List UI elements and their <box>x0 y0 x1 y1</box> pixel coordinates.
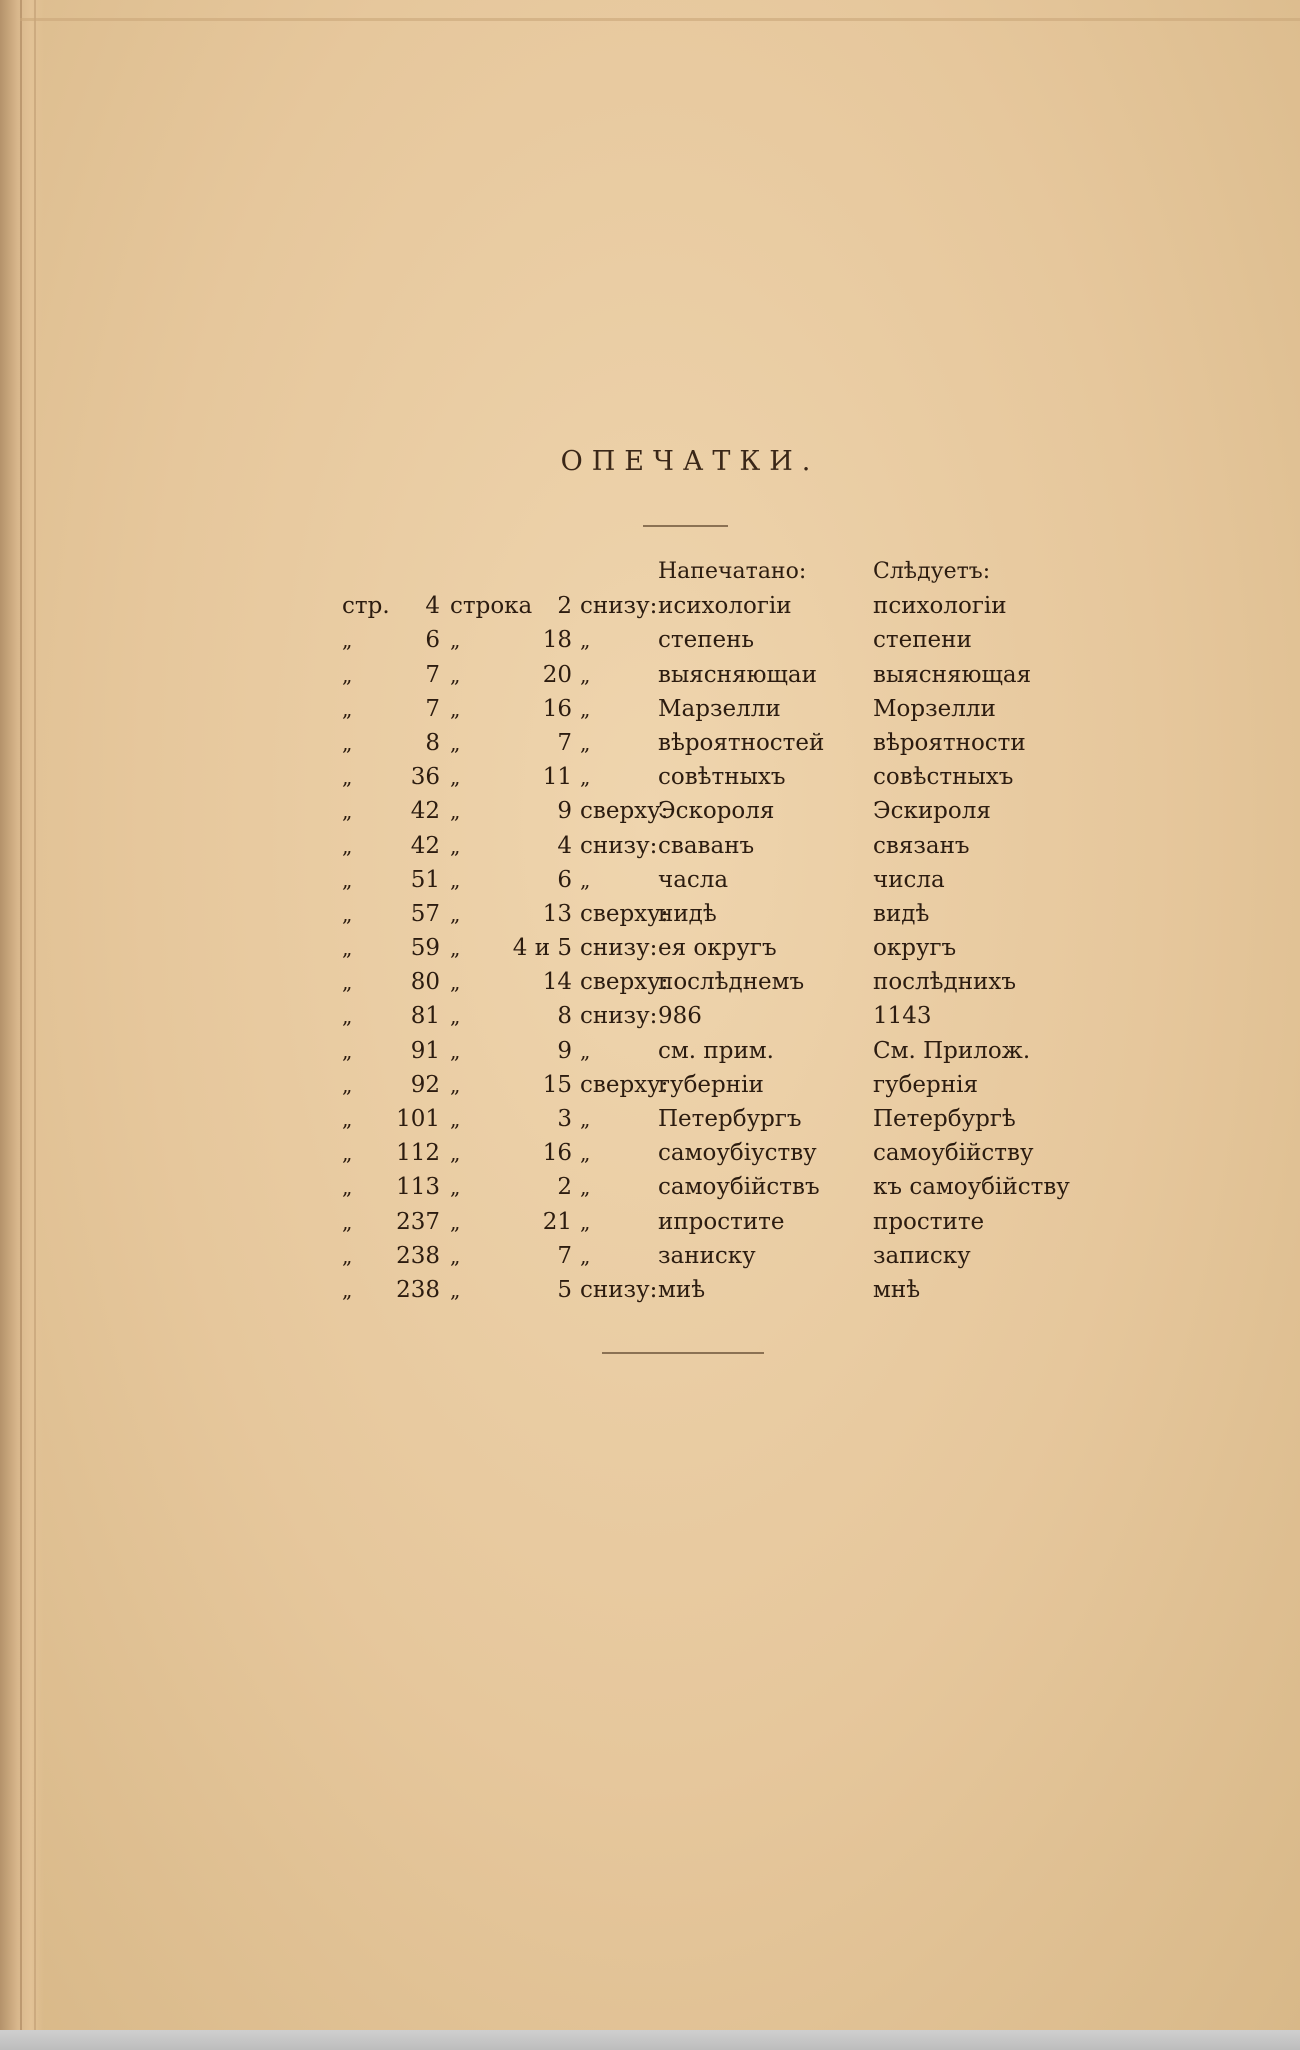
row-correct-text: записку <box>873 1242 971 1269</box>
page-title: ОПЕЧАТКИ. <box>560 446 820 477</box>
row-position: „ <box>580 1038 591 1063</box>
row-correct-text: степени <box>873 627 972 654</box>
row-position: „ <box>580 696 591 721</box>
row-printed-text: совѣтныхъ <box>658 764 786 791</box>
row-correct-text: выясняющая <box>873 661 1032 688</box>
row-line-label: „ <box>450 1107 461 1131</box>
row-line-label: „ <box>450 901 461 926</box>
row-correct-text: самоубiйству <box>873 1140 1034 1167</box>
row-line-label: „ <box>450 1175 461 1200</box>
row-position: „ <box>580 1141 591 1166</box>
row-page-number: 42 <box>410 832 440 859</box>
row-page-number: 42 <box>410 798 440 825</box>
row-page-number: 237 <box>396 1208 440 1235</box>
row-correct-text: видѣ <box>873 900 930 927</box>
page-edge-line <box>34 0 36 2050</box>
row-correct-text: Петербургѣ <box>873 1106 1016 1132</box>
row-page-number: 8 <box>425 729 440 756</box>
row-page-number: 7 <box>425 661 440 688</box>
row-line-label: „ <box>450 628 461 653</box>
row-line-label: „ <box>450 936 461 961</box>
row-correct-text: мнѣ <box>873 1276 921 1303</box>
row-page-label: „ <box>342 901 353 926</box>
row-printed-text: самоубiйствъ <box>658 1174 820 1201</box>
row-line-label: „ <box>450 1072 461 1097</box>
title-divider <box>643 525 728 527</box>
row-printed-text: ипростите <box>658 1208 785 1235</box>
row-position: сверху: <box>580 969 669 996</box>
row-correct-text: Морзелли <box>873 695 996 722</box>
row-position: „ <box>580 1175 591 1200</box>
row-page-number: 113 <box>396 1174 440 1201</box>
row-position: „ <box>580 1243 591 1268</box>
row-line-number: 2 <box>557 1174 572 1201</box>
row-line-label: „ <box>450 1038 461 1063</box>
row-printed-text: выясняющаи <box>658 661 817 688</box>
row-position: „ <box>580 730 591 755</box>
row-printed-text: заниску <box>658 1242 756 1269</box>
row-page-label: „ <box>342 936 353 961</box>
row-position: „ <box>580 662 591 687</box>
row-line-number: 13 <box>542 900 572 927</box>
row-correct-text: послѣднихъ <box>873 969 1016 996</box>
row-page-number: 7 <box>425 695 440 722</box>
row-correct-text: простите <box>873 1208 985 1235</box>
row-correct-text: вѣроятности <box>873 729 1026 756</box>
row-page-label: „ <box>342 1209 353 1234</box>
row-line-number: 9 <box>557 1037 572 1064</box>
row-page-number: 238 <box>396 1242 440 1269</box>
row-correct-text: 1143 <box>873 1003 932 1030</box>
row-page-label: „ <box>342 696 353 721</box>
row-position: сверху: <box>580 1071 669 1098</box>
row-line-number: 14 <box>542 969 572 996</box>
row-printed-text: вѣроятностей <box>658 729 825 756</box>
row-position: снизу: <box>580 1276 658 1303</box>
page-top-fold <box>20 18 1300 21</box>
page-edge-shadow <box>0 0 44 2050</box>
row-line-number: 18 <box>542 627 572 654</box>
row-position: „ <box>580 867 591 892</box>
row-line-number: 4 <box>557 832 572 859</box>
row-page-label: „ <box>342 1277 353 1302</box>
row-line-label: „ <box>450 1209 461 1234</box>
row-correct-text: числа <box>873 866 945 893</box>
row-line-number: 21 <box>542 1208 572 1235</box>
row-line-number: 16 <box>542 1140 572 1167</box>
row-page-number: 101 <box>396 1106 440 1132</box>
row-line-label: „ <box>450 799 461 824</box>
row-correct-text: губернiя <box>873 1071 978 1098</box>
row-position: снизу: <box>580 935 658 962</box>
row-line-label: строка <box>450 593 533 620</box>
row-line-number: 11 <box>542 764 572 791</box>
row-printed-text: см. прим. <box>658 1037 774 1064</box>
row-page-label: „ <box>342 1107 353 1131</box>
row-page-label: „ <box>342 1175 353 1200</box>
row-page-number: 6 <box>425 627 440 654</box>
row-page-label: „ <box>342 833 353 858</box>
header-printed: Напечатано: <box>658 559 807 584</box>
row-page-label: „ <box>342 628 353 653</box>
row-printed-text: степень <box>658 627 755 654</box>
row-line-number: 15 <box>542 1071 572 1098</box>
row-page-label: „ <box>342 1004 353 1029</box>
row-printed-text: сваванъ <box>658 832 755 859</box>
row-line-label: „ <box>450 970 461 995</box>
closing-divider <box>602 1352 764 1354</box>
row-position: снизу: <box>580 832 658 859</box>
row-line-label: „ <box>450 765 461 790</box>
row-line-label: „ <box>450 730 461 755</box>
row-printed-text: часла <box>658 866 729 893</box>
row-page-label: „ <box>342 1072 353 1097</box>
row-line-number: 6 <box>557 866 572 893</box>
row-printed-text: нидѣ <box>658 900 717 927</box>
row-line-number: 20 <box>542 661 572 688</box>
row-line-number: 16 <box>542 695 572 722</box>
row-page-number: 80 <box>410 969 440 996</box>
row-page-number: 59 <box>410 935 440 962</box>
row-line-number: 5 <box>557 1276 572 1303</box>
row-correct-text: совѣстныхъ <box>873 764 1014 791</box>
row-correct-text: связанъ <box>873 832 970 859</box>
row-printed-text: самоубiуству <box>658 1140 817 1167</box>
header-correct: Слѣдуетъ: <box>873 559 991 584</box>
row-page-label: „ <box>342 662 353 687</box>
row-page-label: „ <box>342 1243 353 1268</box>
row-line-label: „ <box>450 1141 461 1166</box>
row-line-number: 7 <box>557 729 572 756</box>
row-line-label: „ <box>450 833 461 858</box>
row-page-label: „ <box>342 765 353 790</box>
row-page-label: „ <box>342 799 353 824</box>
row-printed-text: послѣднемъ <box>658 969 805 996</box>
row-page-number: 112 <box>396 1140 440 1167</box>
row-line-number: 9 <box>557 798 572 825</box>
row-line-label: „ <box>450 696 461 721</box>
row-printed-text: губернiи <box>658 1071 764 1098</box>
row-printed-text: 986 <box>658 1003 702 1030</box>
row-line-label: „ <box>450 1277 461 1302</box>
row-page-number: 36 <box>410 764 440 791</box>
row-line-number: 8 <box>557 1003 572 1030</box>
row-page-label: „ <box>342 970 353 995</box>
row-position: сверху: <box>580 798 669 825</box>
row-page-number: 91 <box>410 1037 440 1064</box>
row-page-label: „ <box>342 1141 353 1166</box>
row-printed-text: Эскороля <box>658 798 775 825</box>
row-page-number: 51 <box>410 866 440 893</box>
row-position: „ <box>580 1209 591 1234</box>
row-correct-text: См. Прилож. <box>873 1037 1031 1064</box>
row-page-label: „ <box>342 730 353 755</box>
row-page-number: 92 <box>410 1071 440 1098</box>
row-page-label: „ <box>342 867 353 892</box>
row-position: „ <box>580 1107 591 1131</box>
row-line-number: 3 <box>557 1106 572 1132</box>
row-printed-text: исихологiи <box>658 593 792 620</box>
row-position: снизу: <box>580 1003 658 1030</box>
row-page-number: 238 <box>396 1276 440 1303</box>
row-page-label: „ <box>342 1038 353 1063</box>
row-line-label: „ <box>450 662 461 687</box>
row-printed-text: Марзелли <box>658 695 781 722</box>
row-position: „ <box>580 628 591 653</box>
row-correct-text: Эскироля <box>873 798 991 825</box>
row-line-label: „ <box>450 1004 461 1029</box>
row-printed-text: Петербургъ <box>658 1106 802 1132</box>
row-line-label: „ <box>450 867 461 892</box>
row-page-number: 4 <box>425 593 440 620</box>
row-correct-text: къ самоубiйству <box>873 1174 1070 1201</box>
row-position: „ <box>580 765 591 790</box>
row-line-number: 7 <box>557 1242 572 1269</box>
row-line-number: 2 <box>557 593 572 620</box>
scan-bottom-strip <box>0 2030 1300 2050</box>
row-position: снизу: <box>580 593 658 620</box>
row-line-number: 4 и 5 <box>512 935 572 962</box>
row-page-number: 57 <box>410 900 440 927</box>
row-printed-text: ея округъ <box>658 935 777 962</box>
row-correct-text: округъ <box>873 935 957 962</box>
row-page-label: стр. <box>342 593 390 620</box>
row-correct-text: психологiи <box>873 593 1007 620</box>
row-line-label: „ <box>450 1243 461 1268</box>
row-position: сверху: <box>580 900 669 927</box>
row-printed-text: миѣ <box>658 1276 706 1303</box>
row-page-number: 81 <box>410 1003 440 1030</box>
page-edge-line <box>20 0 22 2050</box>
